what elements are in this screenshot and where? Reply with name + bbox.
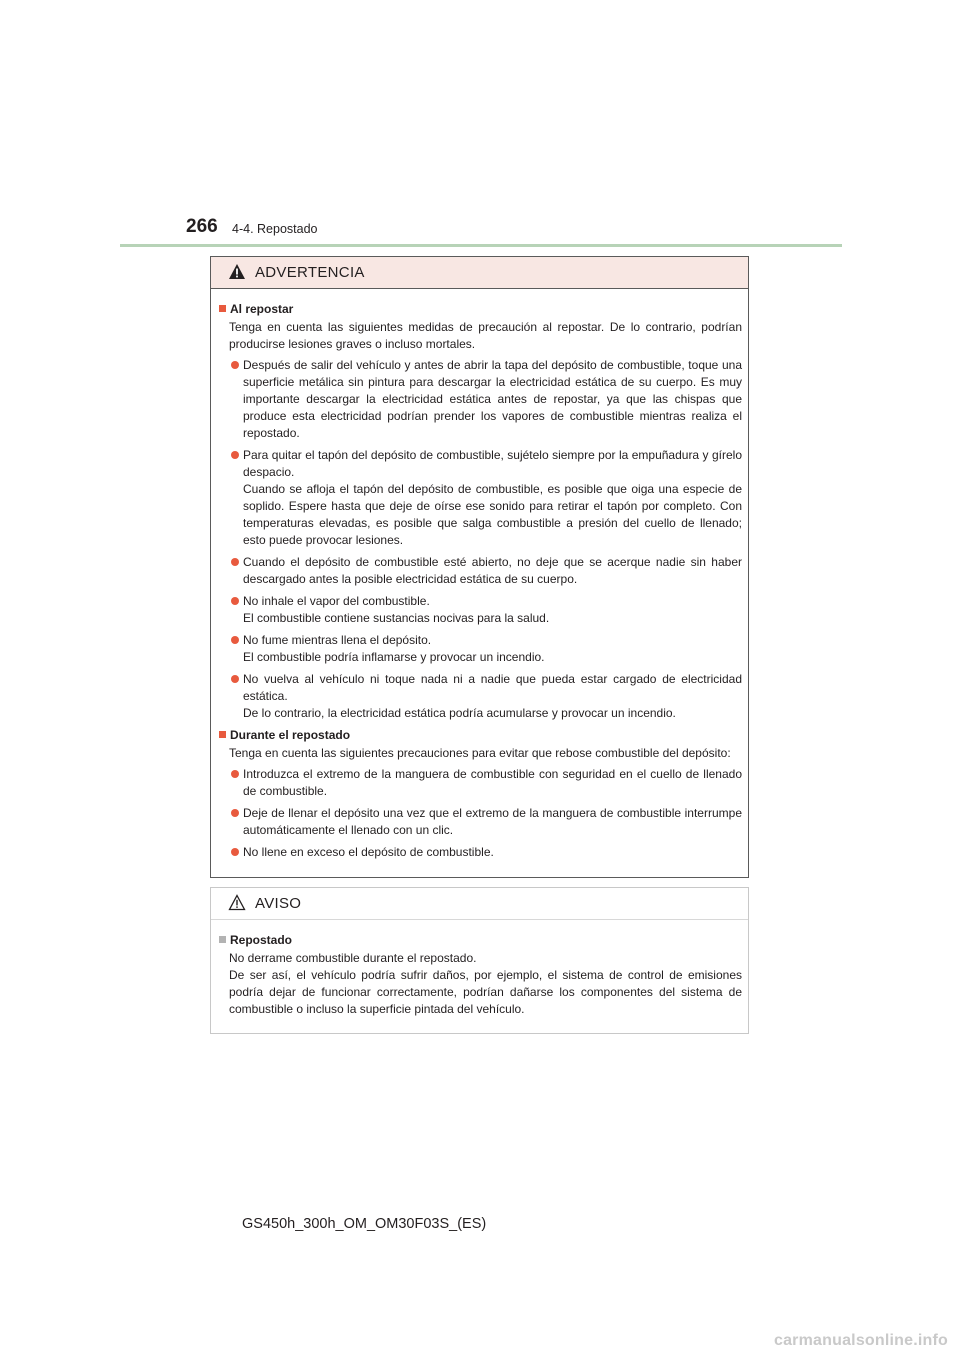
caution-icon — [228, 894, 246, 911]
warning-box — [210, 256, 749, 878]
list-item: Introduzca el extremo de la manguera de combustible con seguridad en el cuello de llenado de combustible. — [243, 766, 742, 800]
header-rule — [120, 244, 842, 247]
warning-title: ADVERTENCIA — [255, 264, 365, 281]
section-square-icon — [219, 305, 226, 312]
warning-intro: Tenga en cuenta las siguientes precauciones para evitar que rebose combustible del depósito: — [229, 746, 731, 760]
notice-body — [211, 920, 748, 1018]
bullet-icon — [231, 451, 239, 459]
warning-heading: Al repostar — [219, 301, 742, 317]
list-item: Después de salir del vehículo y antes de abrir la tapa del depósito de combustible, toque una superficie metálica sin pintura para descargar la electricidad estática de su cuerpo. Es muy importante descargar la electricidad estática antes de repostar, ya que las chispas que produce esta electricidad podrían prender los vapores de combustible mientras realiza el repostado. — [243, 357, 742, 442]
list-item: No llene en exceso el depósito de combustible. — [243, 844, 742, 861]
document-code: GS450h_300h_OM_OM30F03S_(ES) — [242, 1216, 487, 1232]
notice-text: No derrame combustible durante el repostado. De ser así, el vehículo podría sufrir daños, por ejemplo, el sistema de control de emisiones podría dejar de funcionar correctamente, podrían dañarse los componentes del sistema de combustible o incluso la superficie pintada del vehículo. — [229, 951, 742, 1016]
list-item: Cuando el depósito de combustible esté abierto, no deje que se acerque nadie sin haber descargado antes la posible electricidad estática de su cuerpo. — [243, 554, 742, 588]
bullet-icon — [231, 848, 239, 856]
watermark: carmanualsonline.info — [773, 1332, 948, 1349]
warning-header — [211, 257, 748, 289]
section-square-icon — [219, 936, 226, 943]
notice-heading: Repostado — [219, 932, 742, 948]
list-item: No vuelva al vehículo ni toque nada ni a nadie que pueda estar cargado de electricidad estática. De lo contrario, la electricidad estática podría acumularse y provocar un incendio. — [243, 671, 742, 722]
bullet-icon — [231, 809, 239, 817]
list-item: Deje de llenar el depósito una vez que el extremo de la manguera de combustible interrumpe automáticamente el llenado con un clic. — [243, 805, 742, 839]
warning-heading: Durante el repostado — [219, 727, 742, 743]
bullet-icon — [231, 675, 239, 683]
list-item: No fume mientras llena el depósito. El combustible podría inflamarse y provocar un incendio. — [243, 632, 742, 666]
notice-header — [211, 888, 748, 920]
list-item: Para quitar el tapón del depósito de combustible, sujételo siempre por la empuñadura y gírelo despacio. Cuando se afloja el tapón del depósito de combustible, es posible que oiga una especie de soplido. Espere hasta que deje de oírse ese sonido para retirar el tapón por completo. Con temperaturas elevadas, es posible que salga combustible a presión del cuello de llenado; esto puede provocar lesiones. — [243, 447, 742, 549]
bullet-icon — [231, 770, 239, 778]
warning-icon — [228, 263, 246, 280]
bullet-icon — [231, 597, 239, 605]
section-square-icon — [219, 731, 226, 738]
notice-box — [210, 887, 749, 1034]
bullet-icon — [231, 558, 239, 566]
notice-title: AVISO — [255, 895, 302, 912]
page-number: 266 — [186, 216, 218, 237]
list-item: No inhale el vapor del combustible. El combustible contiene sustancias nocivas para la salud. — [243, 593, 742, 627]
bullet-icon — [231, 361, 239, 369]
warning-intro: Tenga en cuenta las siguientes medidas de precaución al repostar. De lo contrario, podrían producirse lesiones graves o incluso mortales. — [229, 320, 742, 351]
warning-body — [211, 289, 748, 861]
section-title: 4-4. Repostado — [232, 222, 318, 236]
bullet-icon — [231, 636, 239, 644]
